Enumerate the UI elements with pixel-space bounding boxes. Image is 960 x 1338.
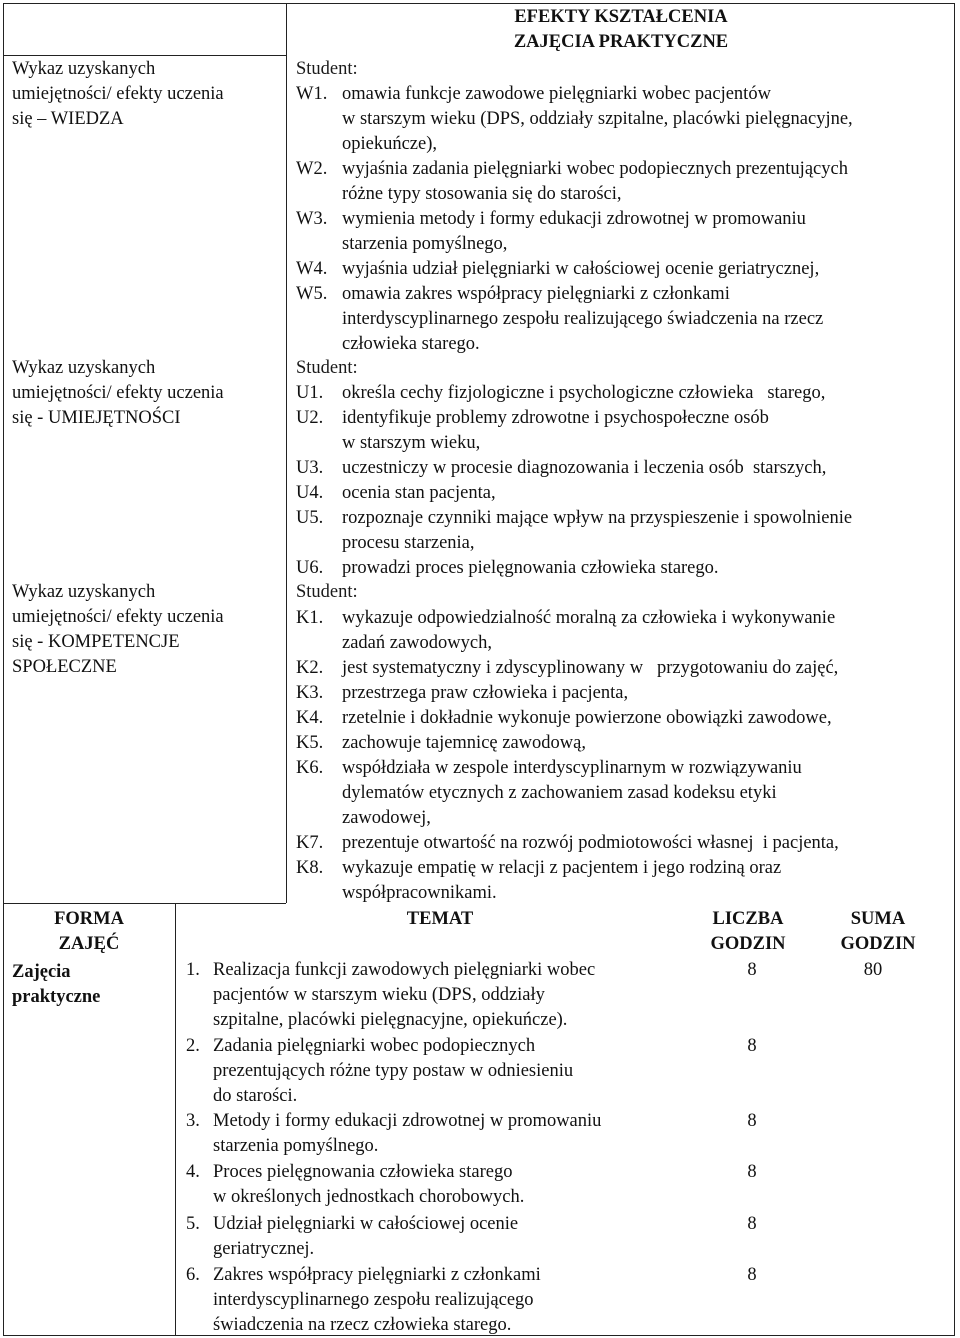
header-title: EFEKTY KSZTAŁCENIA [514, 7, 728, 27]
student-label: Student: [296, 358, 358, 378]
hours-cell: 8 [747, 1036, 757, 1056]
hours-cell: 8 [747, 1111, 757, 1131]
hours-cell: 8 [747, 1265, 757, 1285]
student-label: Student: [296, 59, 358, 79]
hours-cell: 8 [747, 960, 757, 980]
student-label: Student: [296, 582, 358, 602]
divider [3, 55, 286, 56]
suma-value: 80 [863, 960, 883, 980]
forma-value: Zajęcia praktyczne [12, 962, 101, 1007]
hours-cell: 8 [747, 1162, 757, 1182]
header-subtitle: ZAJĘCIA PRAKTYCZNE [513, 32, 729, 52]
hours-cell: 8 [747, 1214, 757, 1234]
umiejetnosci-label: Wykaz uzyskanych umiejętności/ efekty uczenia się - UMIEJĘTNOŚCI [12, 358, 224, 428]
forma-header: FORMA ZAJĘĆ [54, 909, 124, 954]
temat-header: TEMAT [406, 909, 474, 929]
divider [175, 903, 176, 1336]
suma-godzin-header: SUMA GODZIN [840, 909, 916, 954]
divider [286, 3, 287, 903]
divider [3, 903, 286, 904]
wiedza-label: Wykaz uzyskanych umiejętności/ efekty uczenia się – WIEDZA [12, 59, 224, 129]
kompetencje-label: Wykaz uzyskanych umiejętności/ efekty uczenia się - KOMPETENCJE SPOŁECZNE [12, 582, 224, 677]
liczba-godzin-header: LICZBA GODZIN [710, 909, 786, 954]
